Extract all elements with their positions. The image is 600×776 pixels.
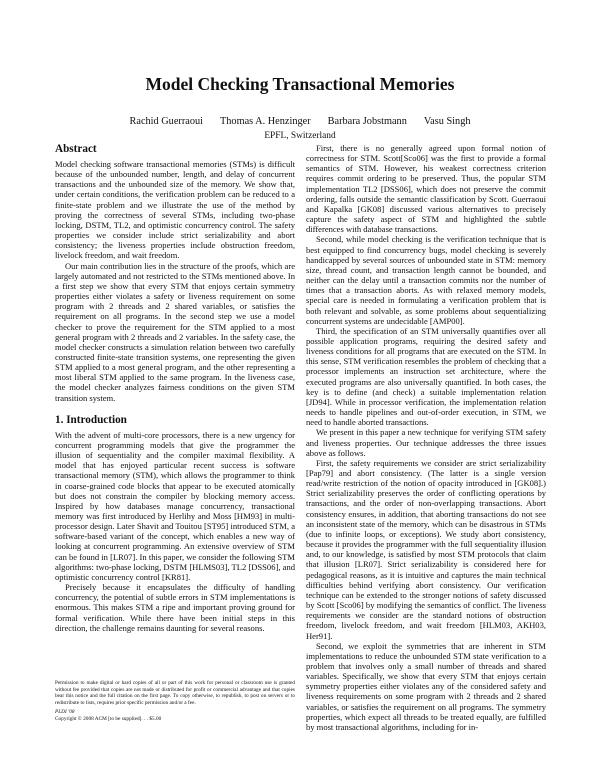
body-paragraph: First, there is no generally agreed upon formal notion of correctness for STM. Scott[Sco06] was the first to provide a formal semantics of STM. However, his weakest correctness criterion requires commit ordering to be preserved. Thus, the popular STM implementation TL2 [DSS06], which does not preserve the commit ordering, falls outside the semantic classification by Scott. Guerraoui and Kapalka [GK08] discussed various alternatives to precisely capture the safety aspect of STM and highlighted the subtle differences with database transactions. [306,143,546,235]
intro-paragraph: Precisely because it encapsulates the difficulty of handling concurrency, the potential of subtle errors in STM implementations is enormous. This makes STM a ripe and important proving ground for formal verification. While there have been initial steps in this direction, the challenge remains daunting for several reasons. [55,582,295,633]
body-paragraph: We present in this paper a new technique for verifying STM safety and liveness properties. Our technique addresses the three issues above as follows. [306,427,546,458]
right-column [306,143,546,732]
permission-notice: Permission to make digital or hard copies of all or part of this work for personal or classroom use is granted without fee provided that copies are not made or distributed for profit or commercial advantage and that copies bear this notice and the full citation on the first page. To copy otherwise, to republish, to post on servers or to redistribute to lists, requires prior specific permission and/or a fee. [55,680,295,707]
author-name: Barbara Jobstmann [327,116,407,127]
body-paragraph: Third, the specification of an STM universally quantifies over all possible application programs, requiring the desired safety and liveness conditions for all programs that are executed on the STM. In this sense, STM verification resembles the problem of checking that a processor implements an instruction set architecture, where the executed programs are also universally quantified. In both cases, the key is to define (and check) a suitable implementation relation [JD94]. While in processor verification, the implementation relation needs to handle pipelines and out-of-order execution, in STM, we need to handle aborted transactions. [306,325,546,428]
author-name: Rachid Guerraoui [129,116,203,127]
conference-venue: PLDI '08 [55,708,75,715]
copyright-line: Copyright © 2008 ACM [to be supplied]. . . $5.00 [55,715,162,722]
abstract-heading: Abstract [55,143,97,155]
affiliation: EPFL, Switzerland [264,131,336,141]
author-list [0,116,600,127]
abstract-paragraph: Model checking software transactional memories (STMs) is difficult because of the unbounded number, length, and delay of concurrent transactions and the unbounded size of the memory. We show that, under certain conditions, the verification problem can be reduced to a finite-state problem and we illustrate the use of the method by proving the correctness of several STMs, including two-phase locking, DSTM, TL2, and optimistic concurrency control. The safety properties we consider include strict serializability and abort consistency; the liveness properties include obstruction freedom, livelock freedom, and wait freedom. [55,159,295,261]
copyright-footnote [55,680,295,722]
body-paragraph: Second, while model checking is the verification technique that is best equipped to find concurrency bugs, model checking is severely handicapped by several sources of unbounded state in STM: memory size, thread count, and transaction length cannot be bounded, and neither can the delay until a transaction commits nor the number of times that a transaction aborts. As with relaxed memory models, special care is needed in formulating a verification problem that is both relevant and solvable, as some problems about sequentializing concurrent systems are undecidable [AMP00]. [306,234,546,326]
author-name: Vasu Singh [423,116,471,127]
author-name: Thomas A. Henzinger [219,116,311,127]
paper-title: Model Checking Transactional Memories [145,74,455,94]
abstract-paragraph: Our main contribution lies in the structure of the proofs, which are largely automated and not restricted to the STMs mentioned above. In a first step we show that every STM that enjoys certain symmetry properties either violates a safety or liveness requirement on some program with 2 threads and 2 shared variables, or satisfies the requirement on all programs. In the second step we use a model checker to prove the requirement for the STM applied to a most general program with 2 threads and 2 variables. In the safety case, the model checker constructs a simulation relation between two carefully constructed finite-state transition systems, one representing the given STM applied to a most general program, and the other representing a most liberal STM applied to the same program. In the liveness case, the model checker analyzes fairness conditions on the given STM transition system. [55,260,295,403]
left-column [55,143,295,633]
body-paragraph: Second, we exploit the symmetries that are inherent in STM implementations to reduce the unbounded STM state verification to a problem that involves only a small number of threads and shared variables. Specifically, we show that every STM that enjoys certain symmetry properties either violates any of the considered safety and liveness requirements on some program with 2 threads and 2 shared variables, or satisfies the requirement on all programs. The symmetry properties, which expect all threads to be treated equally, are fulfilled by most transactional algorithms, including for in- [306,640,546,732]
body-paragraph: First, the safety requirements we consider are strict serializability [Pap79] and abort consistency. (The latter is a single version read/write restriction of the notion of opacity introduced in [GK08].) Strict serializability preserves the order of conflicting operations by transactions, and the order of non-overlapping transactions. Abort consistency ensures, in addition, that aborting transactions do not see an inconsistent state of the memory, which can be disastrous in STMs (due to infinite loops, or exceptions). We study abort consistency, because it provides the programmer with the full sequentiality illusion and, to our knowledge, is satisfied by most STM protocols that claim that illusion [LR07]. Strict serializability is considered here for pedagogical reasons, as it is intuitive and captures the main technical difficulties behind verifying abort consistency. Our verification technique can be extended to the stronger notions of safety discussed by Scott [Sco06] by modifying the semantics of conflict. The liveness requirements we consider are the standard notions of obstruction freedom, livelock freedom, and wait freedom [HLM03, AKH03, Her91]. [306,457,546,641]
intro-paragraph: With the advent of multi-core processors, there is a new urgency for concurrent programming models that give the programmer the illusion of sequentiality and the compiler maximal flexibility. A model that has enjoyed particular recent success is software transactional memory (STM), which allows the programmer to think in coarse-grained code blocks that appear to be executed atomically but does not constrain the compiler by blocking memory access. Inspired by how databases manage concurrency, transactional memory was first introduced by Herlihy and Moss [HM93] in multi-processor design. Later Shavit and Touitou [ST95] introduced STM, a software-based variant of the concept, which enables a new way of looking at concurrent programming. An extensive overview of STM can be found in [LR07]. In this paper, we consider the following STM algorithms: two-phase locking, DSTM [HLMS03], TL2 [DSS06], and optimistic concurrency control [KR81]. [55,429,295,582]
introduction-heading: 1. Introduction [55,413,127,426]
